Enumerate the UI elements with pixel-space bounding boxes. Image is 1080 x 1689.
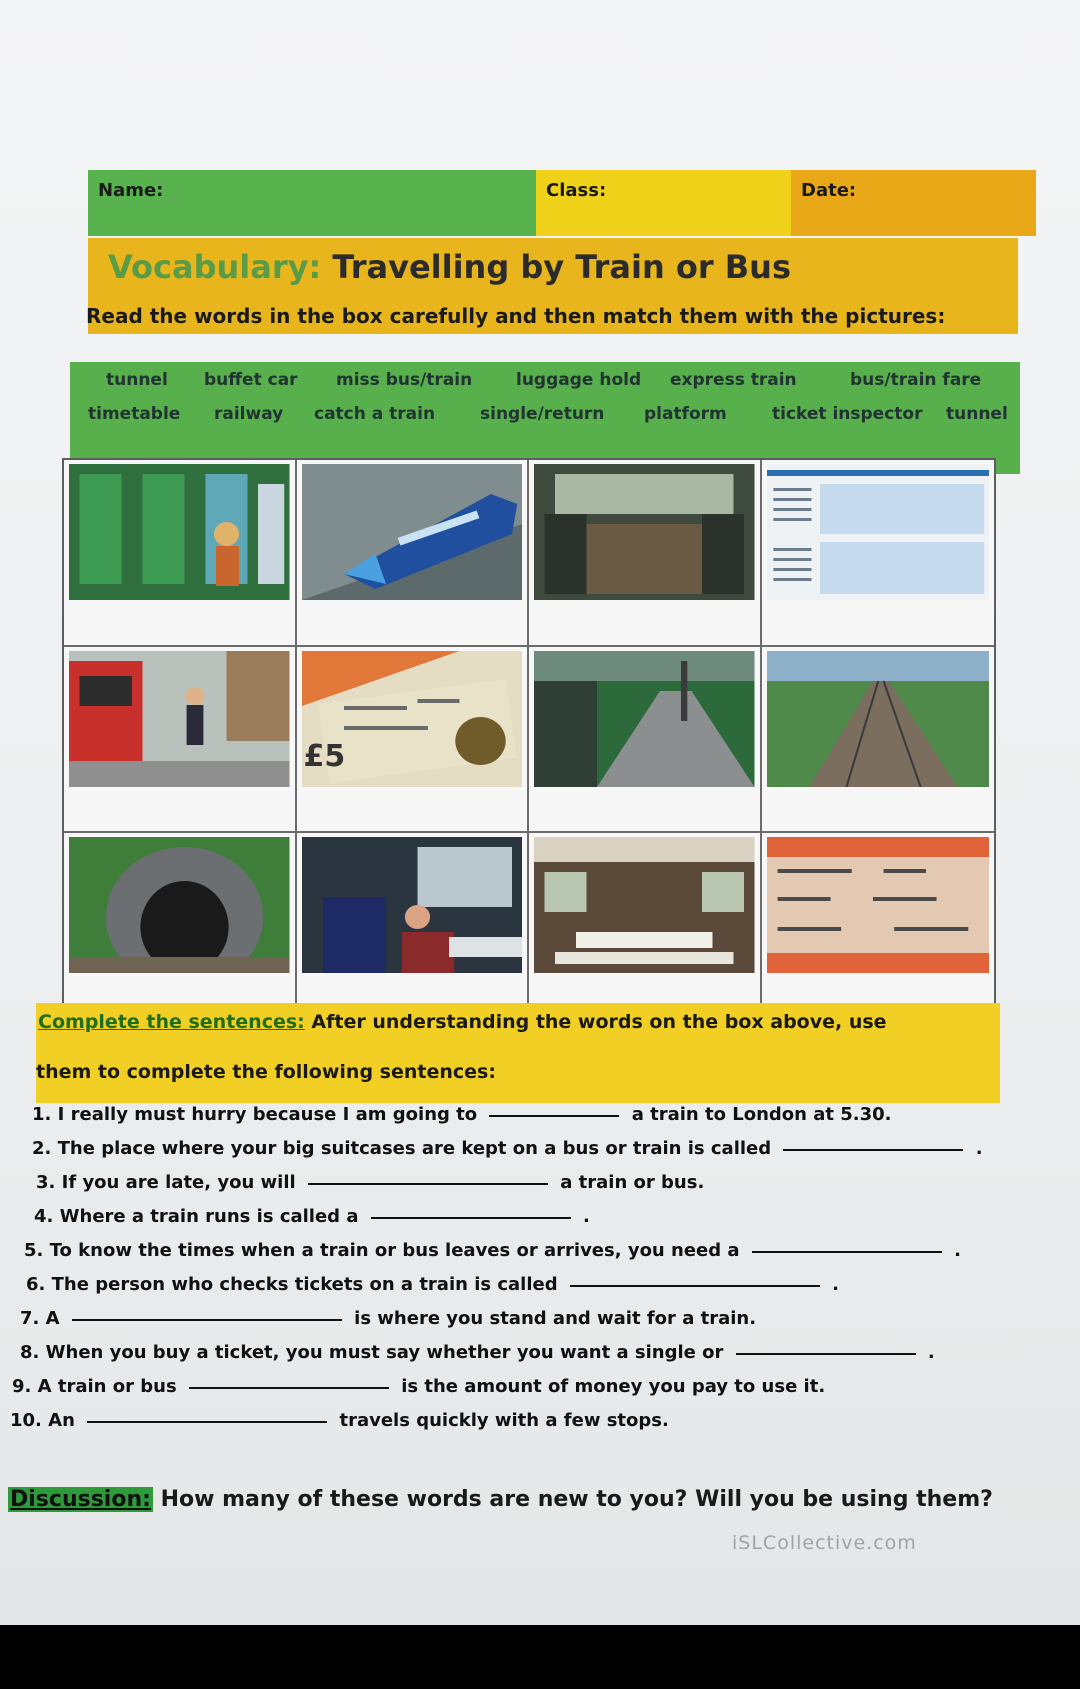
complete-heading: Complete the sentences:: [38, 1011, 305, 1033]
answer-space[interactable]: [529, 604, 760, 645]
word: tunnel: [946, 404, 1008, 424]
sentence-item: 1. I really must hurry because I am going to a train to London at 5.30.: [32, 1104, 892, 1125]
watermark: iSLCollective.com: [732, 1532, 917, 1554]
blank-input[interactable]: [87, 1420, 327, 1423]
title-main: Travelling by Train or Bus: [332, 248, 791, 286]
complete-text-1: After understanding the words on the box above, use: [311, 1011, 887, 1033]
picture-cell: [529, 460, 762, 647]
blank-input[interactable]: [752, 1250, 942, 1253]
sentence-item: 6. The person who checks tickets on a train is called .: [26, 1274, 840, 1295]
picture-cell: [297, 460, 530, 647]
word: ticket inspector: [772, 404, 923, 424]
discussion-question: How many of these words are new to you? Will you be using them?: [160, 1487, 993, 1512]
blank-input[interactable]: [371, 1216, 571, 1219]
answer-space[interactable]: [762, 604, 995, 645]
express-train-image: [302, 464, 523, 600]
word: catch a train: [314, 404, 436, 424]
title-lead: Vocabulary:: [108, 248, 322, 286]
buffet-car-image: [534, 837, 755, 973]
word: luggage hold: [516, 370, 642, 390]
sentence-item: 7. A is where you stand and wait for a train.: [20, 1308, 757, 1329]
discussion-label: Discussion:: [10, 1487, 151, 1512]
sentence-item: 3. If you are late, you will a train or bus.: [36, 1172, 705, 1193]
picture-cell: [762, 647, 995, 834]
return-ticket-image: [767, 837, 990, 973]
class-field[interactable]: [536, 170, 791, 236]
answer-space[interactable]: [529, 791, 760, 832]
word: miss bus/train: [336, 370, 473, 390]
picture-cell: [762, 833, 995, 1020]
page-title: [108, 248, 791, 286]
blank-input[interactable]: [308, 1182, 548, 1185]
picture-cell: [529, 833, 762, 1020]
sentence-item: 8. When you buy a ticket, you must say whether you want a single or .: [20, 1342, 935, 1363]
word: express train: [670, 370, 797, 390]
ticket-price: £5: [303, 738, 346, 774]
blank-input[interactable]: [72, 1318, 342, 1321]
word: railway: [214, 404, 284, 424]
word: timetable: [88, 404, 181, 424]
picture-cell: [64, 460, 297, 647]
picture-cell: [529, 647, 762, 834]
bottom-bar: [0, 1625, 1080, 1689]
sentence-item: 9. A train or bus is the amount of money you pay to use it.: [12, 1376, 826, 1397]
picture-grid: [62, 458, 996, 1022]
train-seats-image: [302, 837, 523, 973]
instructions: Read the words in the box carefully and then match them with the pictures:: [86, 304, 946, 328]
answer-space[interactable]: [64, 791, 295, 832]
name-label: Name:: [98, 180, 164, 201]
word: tunnel: [106, 370, 168, 390]
picture-cell: [297, 647, 530, 834]
word: single/return: [480, 404, 605, 424]
railway-tracks-image: [767, 651, 990, 787]
answer-space[interactable]: [64, 604, 295, 645]
train-ticket-image: [302, 651, 523, 787]
discussion: [8, 1487, 993, 1512]
running-man-bus-image: [69, 651, 290, 787]
blank-input[interactable]: [189, 1386, 389, 1389]
blank-input[interactable]: [736, 1352, 916, 1355]
timetable-image: [767, 464, 990, 600]
platform-image: [534, 651, 755, 787]
word: buffet car: [204, 370, 298, 390]
picture-cell: [762, 460, 995, 647]
train-doors-image: [69, 464, 290, 600]
complete-text-2: them to complete the following sentences:: [36, 1061, 496, 1083]
blank-input[interactable]: [783, 1148, 963, 1151]
date-field[interactable]: [791, 170, 1036, 236]
word: platform: [644, 404, 727, 424]
sentence-item: 4. Where a train runs is called a .: [34, 1206, 590, 1227]
blank-input[interactable]: [489, 1114, 619, 1117]
picture-cell: [64, 647, 297, 834]
sentence-item: 2. The place where your big suitcases are kept on a bus or train is called .: [32, 1138, 983, 1159]
sentence-item: 10. An travels quickly with a few stops.: [10, 1410, 669, 1431]
date-label: Date:: [801, 180, 857, 201]
answer-space[interactable]: [297, 604, 528, 645]
answer-space[interactable]: [762, 791, 995, 832]
complete-line-1: [38, 1011, 887, 1033]
name-field[interactable]: [88, 170, 536, 236]
header-row: [88, 170, 1036, 236]
picture-cell: [297, 833, 530, 1020]
class-label: Class:: [546, 180, 607, 201]
picture-cell: [64, 833, 297, 1020]
word: bus/train fare: [850, 370, 982, 390]
answer-space[interactable]: [297, 791, 528, 832]
complete-instructions: [36, 1003, 1000, 1103]
sentence-item: 5. To know the times when a train or bus leaves or arrives, you need a .: [24, 1240, 961, 1261]
train-interior-image: [534, 464, 755, 600]
blank-input[interactable]: [570, 1284, 820, 1287]
tunnel-image: [69, 837, 290, 973]
